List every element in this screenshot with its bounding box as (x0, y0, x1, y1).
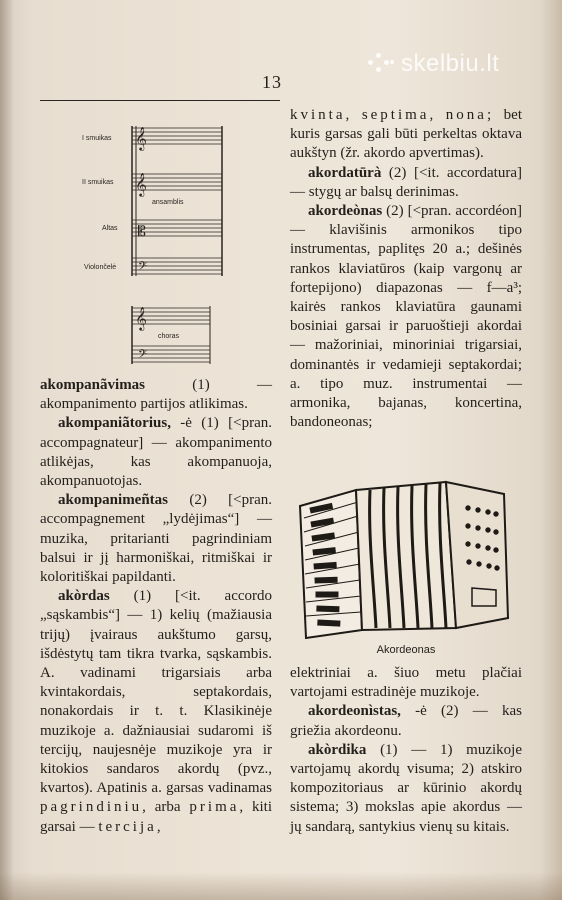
watermark-text: skelbiu.lt (401, 50, 500, 77)
entry-body: -ė (2) — kas griežia akordeonu. (290, 703, 522, 739)
entry-headword: akòrdas (58, 588, 110, 605)
dictionary-entry (290, 741, 522, 837)
entry-term: prima (189, 799, 240, 816)
entry-body: (2) [<it. accordatura] — stygų ar balsų derinimas. (290, 164, 522, 200)
dictionary-entry (290, 164, 522, 202)
entry-term: nona (445, 107, 487, 123)
watermark (368, 50, 499, 78)
page-bottom-edge (0, 872, 562, 900)
entry-headword: akordeonìstas, (308, 703, 401, 720)
dictionary-entry (40, 414, 272, 491)
entry-body: , (156, 818, 161, 835)
entry-body: ; bet kuris garsas gali būti perkeltas oktava aukštyn (žr. akordo apvertimas). (290, 107, 523, 162)
entry-term: kvinta (290, 107, 346, 123)
dictionary-entry (40, 376, 272, 414)
dictionary-entry (40, 491, 272, 587)
score-figure (80, 118, 230, 376)
staff-label-violin-2: II smuikas (82, 179, 114, 186)
entry-body: -ė (1) [<pran. accompagnateur] — akompanimento atlikėjas, kas akompanuoja, akompanuotojas. (40, 415, 272, 490)
entry-term: tercija (98, 818, 157, 835)
staff-label-cello: Violončelė (84, 264, 117, 271)
staff-label-viola: Altas (102, 225, 118, 232)
entry-headword: akordeònas (308, 203, 383, 220)
entry-headword: akompanãvimas (40, 377, 146, 393)
page-number: 13 (262, 72, 282, 92)
accordion-illustration (296, 478, 512, 642)
entry-continuation (290, 106, 522, 164)
choir-label: choras (158, 333, 180, 340)
dictionary-entry (290, 702, 522, 740)
entry-body: , kiti garsai — (40, 799, 272, 835)
entry-body: (1) [<it. accordo „sąskambis“] — 1) kelių (mažiausia trijų) įvairaus aukštumo garsų, išdėstytų tam tikra tvarka, sąskambis. A. vadinami trigarsiais arba kvintakordais, septakordais, nonakordais ir t. t. Klasikinėje muzikoje a. dažniausiai sudaromi iš tercijų, naujesnėje muzikoje yra ir kitokios sandaros akordų (pvz., kvartos). Apatinis a. garsas vadinamas (40, 588, 272, 797)
entry-body: (1) — 1) muzikoje vartojamų akordų visuma; 2) atskiro kompozitoriaus ar kūrinio akordų sistema; 3) mokslas apie akordus — jų sandarą, santykius vienų su kitais. (290, 741, 522, 835)
header-rule (40, 100, 280, 101)
svg-text:𝄞: 𝄞 (135, 306, 147, 330)
entry-headword: akompanimeñtas (58, 492, 169, 509)
staff-label-violin-1: I smuikas (82, 135, 112, 142)
ensemble-label: ansamblis (152, 199, 184, 206)
svg-text:𝄞: 𝄞 (135, 126, 147, 150)
entry-term: septima (361, 107, 430, 123)
svg-text:𝄞: 𝄞 (135, 172, 147, 196)
spine-shadow (0, 0, 14, 900)
svg-text:𝄢: 𝄢 (138, 260, 148, 276)
entry-headword: akompaniãtorius, (58, 415, 171, 432)
entry-body: , (429, 107, 446, 123)
entry-body: (1) — akompanimento partijos atlikimas. (40, 377, 272, 413)
right-column-bottom (290, 664, 522, 837)
svg-text:𝄡: 𝄡 (138, 224, 146, 240)
left-column (40, 376, 272, 837)
dictionary-entry (40, 587, 272, 837)
entry-term: pagrindiniu (40, 799, 143, 816)
entry-headword: akòrdika (308, 741, 367, 758)
entry-body: , arba (142, 799, 190, 816)
entry-continuation: elektriniai a. šiuo metu plačiai vartojami estradinėje muzikoje. (290, 665, 522, 701)
watermark-logo-icon (368, 53, 396, 73)
entry-headword: akordatūrà (308, 164, 382, 181)
entry-body: (2) [<pran. accompagnement „lydėjimas“] — muzika, pritarianti pagrindiniam balsui ir jį harmoniškai, ritmiškai ir koloritiškai papildanti. (40, 492, 272, 586)
right-column-top (290, 106, 522, 432)
svg-text:𝄢: 𝄢 (138, 348, 148, 364)
image-caption: Akordeonas (376, 644, 436, 656)
entry-body: , (345, 107, 362, 123)
dictionary-entry (290, 202, 522, 432)
entry-body: (2) [<pran. accordéon] — klavišinis armonikos tipo instrumentas, paplitęs 20 a.; dešinės rankos klaviatūros (kaip vargonų ar fortepijono) diapazonas — f—a³; kairės rankos klaviatūra gaunami bosiniai garsai ir paruoštieji akordai — mažoriniai, minoriniai trigarsiai, dominantės ir vedamieji septakordai; a. tipo muz. instrumentai — armonika, bajanas, koncertina, bandoneonas; (290, 203, 522, 431)
